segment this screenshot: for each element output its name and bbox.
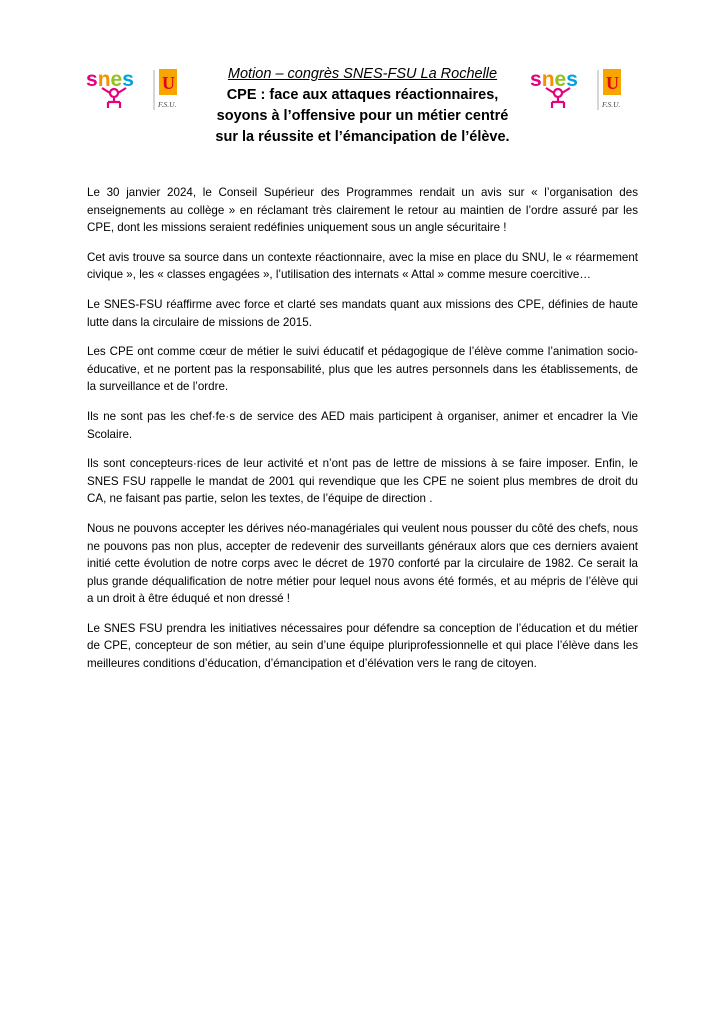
paragraph: Nous ne pouvons accepter les dérives néo-managériales qui veulent nous pousser du côté des chefs, nous ne pouvons pas non plus, accepter de redevenir des surveillants généraux alors que ces derniers avaient initié cette évolution de notre corps avec le décret de 1970 conforté par la circulaire de 1982. Ce serait la plus grande déqualification de notre métier pour lequel nous avons été formés, et au mépris de l’élève qui a un droit à être éduqué et non dressé !: [87, 521, 638, 606]
paragraph: Les CPE ont comme cœur de métier le suivi éducatif et pédagogique de l’élève comme l’animation socio-éducative, et ne portent pas la responsabilité, plus que les autres personnels dans les établissements, de la surveillance et de l’ordre.: [87, 345, 638, 394]
document-title: [175, 85, 550, 148]
title-line: CPE : face aux attaques réactionnaires,: [226, 87, 499, 103]
paragraph: Le 30 janvier 2024, le Conseil Supérieur des Programmes rendait un avis sur « l’organisation des enseignements au collège » en réclamant très clairement le retour au maintien de l’ordre assuré par les CPE, dont les missions seraient redéfinies uniquement sous un angle sécuritaire !: [87, 186, 638, 235]
motion-subtitle: Motion – congrès SNES-FSU La Rochelle: [227, 66, 498, 82]
paragraph: Ils ne sont pas les chef·fe·s de service des AED mais participent à organiser, animer et encadrer la Vie Scolaire.: [87, 409, 638, 441]
paragraph: Le SNES-FSU réaffirme avec force et clarté ses mandats quant aux missions des CPE, définies de haute lutte dans la circulaire de missions de 2015.: [87, 297, 638, 329]
paragraph: Le SNES FSU prendra les initiatives nécessaires pour défendre sa conception de l’éducation et du métier de CPE, concepteur de son métier, au sein d’une équipe pluriprofessionnelle et qui place l’élève dans les meilleures conditions d’éducation, d’émancipation et d’élévation vers le rang de citoyen.: [87, 621, 638, 671]
paragraph: Cet avis trouve sa source dans un contexte réactionnaire, avec la mise en place du SNU, le « réarmement civique », les « classes engagées », l’utilisation des internats « Attal » comme mesure coercitive…: [87, 250, 638, 282]
document-body: [87, 184, 638, 685]
title-line: sur la réussite et l’émancipation de l’élève.: [215, 129, 510, 145]
snes-wordmark: snes: [86, 68, 134, 91]
snes-fsu-logo-graphic: [86, 66, 186, 112]
title-line: soyons à l’offensive pour un métier centré: [216, 108, 509, 124]
svg-text:U: U: [606, 73, 619, 93]
document-header: [175, 64, 550, 148]
paragraph: Ils sont concepteurs·rices de leur activité et n’ont pas de lettre de missions à se faire imposer. Enfin, le SNES FSU rappelle le mandat de 2001 qui revendique que les CPE ne soient plus membres de droit du CA, ne faisant pas partie, selon les textes, de l’équipe de direction .: [87, 457, 638, 506]
svg-text:F.S.U.: F.S.U.: [602, 100, 621, 109]
snes-fsu-logo-left: [86, 66, 186, 112]
figure-icon: [102, 88, 126, 108]
svg-text:U: U: [162, 73, 175, 93]
snes-wordmark: snes: [530, 68, 578, 91]
svg-text:F.S.U.: F.S.U.: [158, 100, 177, 109]
